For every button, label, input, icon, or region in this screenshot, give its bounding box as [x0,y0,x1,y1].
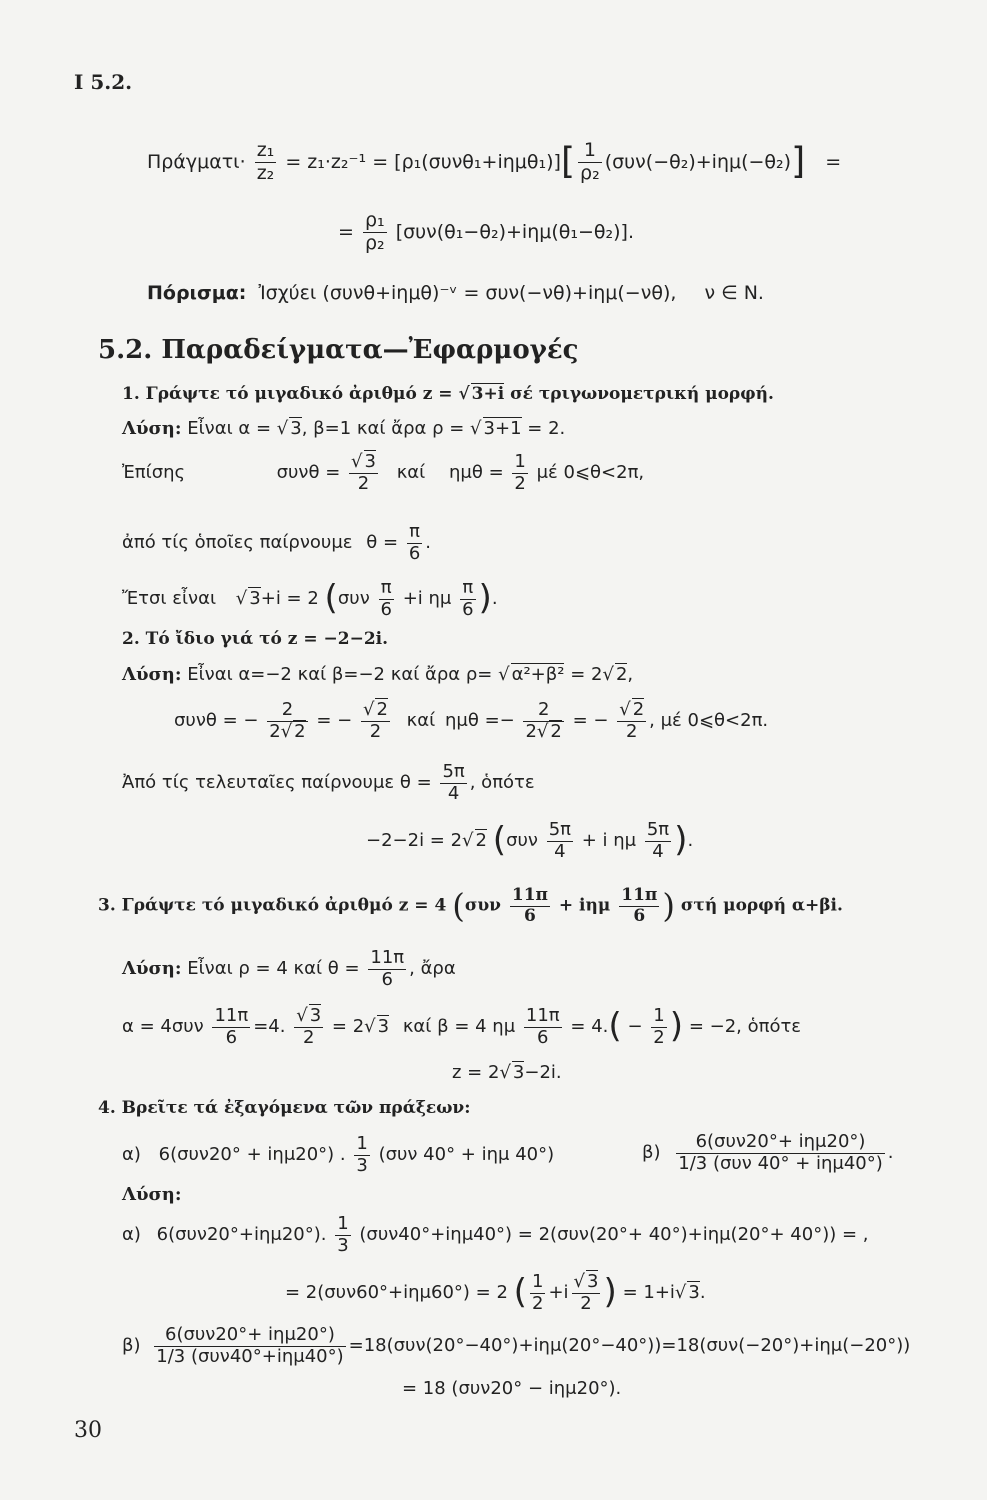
example-3-z: z = 2√ 3−2i. [452,1062,562,1083]
fraction: $\frac{\text{6(συν20°+ iημ20°)}}{\text{1/3 (συν 40° + iημ40°)}}$ [678,1131,883,1174]
proof-line-1: Πράγματι· $\frac{\text{z₁}}{\text{z₂}}$ = z₁·z₂⁻¹ = [ρ₁(συνθ₁+iημθ₁)][ $\frac{1}{\text{ρ₂}}$ (συν(−θ₂)+iημ(−θ₂)] = [147,139,842,184]
fraction: $\frac{√ 2}{2}$ [362,699,388,742]
fraction: $\frac{5\pi}{4}$ [646,819,670,862]
example-4-question: 4. Βρεῖτε τά ἐξαγόμενα τῶν πράξεων: [98,1098,471,1118]
fraction: $\frac{√ 3}{2}$ [573,1271,599,1314]
fraction: $\frac{1}{\text{ρ₂}}$ [580,139,600,184]
fraction: $\frac{1}{2}$ [514,451,526,494]
fraction: $\frac{\pi}{6}$ [462,577,474,620]
corollary-text: Ἰσχύει (συνθ+iημθ)⁻ᵛ = συν(−νθ)+iημ(−νθ), [258,282,677,304]
fraction: $\frac{11\pi}{6}$ [370,947,405,990]
fraction: $\frac{5\pi}{4}$ [442,761,465,804]
fraction: $\frac{2}{2√ 2}$ [269,699,306,742]
corollary-label: Πόρισμα: [147,282,247,304]
example-2-question: 2. Τό ἴδιο γιά τό z = −2−2i. [122,629,389,649]
example-3-question: 3. Γράψτε τό μιγαδικό ἀριθμό z = 4 (συν $\frac{11\pi}{6}$ + iημ $\frac{11\pi}{6}$ ) στή μορφή α+βi. [98,885,843,926]
section-title: 5.2. Παραδείγματα—Ἐφαρμογές [98,335,579,365]
example-1-cos-sin: Ἐπίσης συνθ = $\frac{√ 3}{2}$ καί ημθ = $\frac{1}{2}$ μέ 0⩽θ<2π, [122,451,645,494]
fraction: $\frac{2}{2√ 2}$ [525,699,562,742]
example-1-result: Ἔτσι εἶναι √ 3+i = 2 (συν $\frac{\pi}{6}$ +i ημ $\frac{\pi}{6}$ ). [122,577,498,620]
fraction: $\frac{\pi}{6}$ [408,521,421,564]
example-4-b: β) $\frac{\text{6(συν20°+ iημ20°)}}{\text{1/3 (συν 40° + iημ40°)}}$ . [642,1131,894,1174]
proof-text: = z₁·z₂⁻¹ = [ρ₁(συνθ₁+iημθ₁)] [285,150,561,173]
fraction: $\frac{1}{3}$ [356,1133,368,1176]
example-2-result: −2−2i = 2√ 2 (συν $\frac{5\pi}{4}$ + i ημ $\frac{5\pi}{4}$ ). [366,819,694,862]
fraction: $\frac{√ 2}{2}$ [619,699,645,742]
fraction: $\frac{11\pi}{6}$ [214,1005,249,1048]
proof-line-2: = $\frac{\text{ρ₁}}{\text{ρ₂}}$ [συν(θ₁−θ₂)+iημ(θ₁−θ₂)]. [338,209,635,254]
fraction: $\frac{1}{2}$ [532,1271,544,1314]
fraction: $\frac{1}{2}$ [653,1005,665,1048]
example-3-solution: Λύση: Εἶναι ρ = 4 καί θ = $\frac{11\pi}{6}$ , ἄρα [122,947,456,990]
example-4-solution-b: β) $\frac{\text{6(συν20°+ iημ20°)}}{\text{1/3 (συν40°+iημ40°)}}$ =18(συν(20°−40°)+iημ(20°−40°))=18(συν(−20°)+iημ(−20°)) [122,1324,911,1367]
fraction: $\frac{1}{3}$ [337,1213,349,1256]
fraction: $\frac{\text{z₁}}{\text{z₂}}$ [256,139,275,184]
fraction: $\frac{\text{ρ₁}}{\text{ρ₂}}$ [364,209,385,254]
example-4-solution-a: α) 6(συν20°+iημ20°). $\frac{1}{3}$ (συν40°+iημ40°) = 2(συν(20°+ 40°)+iημ(20°+ 40°)) = , [122,1213,869,1256]
fraction: $\frac{\text{6(συν20°+ iημ20°)}}{\text{1/3 (συν40°+iημ40°)}}$ [156,1324,344,1367]
example-2-cos-sin: συνθ = − $\frac{2}{2√ 2}$ = − $\frac{√ 2}{2}$ καί ημθ =− $\frac{2}{2√ 2}$ = − $\frac{√ 2}{2}$ , μέ 0⩽θ<2π. [174,699,769,742]
example-4-solution-a2: = 2(συν60°+iημ60°) = 2 ( $\frac{1}{2}$ +i $\frac{√ 3}{2}$ ) = 1+i√ 3. [285,1271,706,1314]
example-1-solution: Λύση: Εἶναι α = √ 3, β=1 καί ἄρα ρ = √ 3+1 = 2. [122,418,566,439]
example-1-theta: ἀπό τίς ὁποῖες παίρνουμε θ = $\frac{\pi}{6}$ . [122,521,431,564]
proof-text: = [825,150,842,173]
fraction: $\frac{11\pi}{6}$ [621,885,658,926]
example-4-a: α) 6(συν20° + iημ20°) . $\frac{1}{3}$ (συν 40° + iημ 40°) [122,1133,555,1176]
example-3-alpha-beta: α = 4συν $\frac{11\pi}{6}$ =4. $\frac{√ 3}{2}$ = 2√ 3 καί β = 4 ημ $\frac{11\pi}{6}$ = 4.( − $\frac{1}{2}$ ) = −2, ὁπότε [122,1005,802,1048]
proof-text: Πράγματι· [147,150,246,173]
example-1-question: 1. Γράψτε τό μιγαδικό ἀριθμό z = √ 3+i σέ τριγωνομετρική μορφή. [122,384,774,404]
corollary [147,282,764,304]
corollary-condition: ν ∈ N. [704,282,764,304]
fraction: $\frac{11\pi}{6}$ [511,885,548,926]
example-4-solution-b2: = 18 (συν20° − iημ20°). [402,1378,622,1399]
example-2-solution: Λύση: Εἶναι α=−2 καί β=−2 καί ἄρα ρ= √ α²+β² = 2√ 2, [122,664,634,685]
example-4-solution-label: Λύση: [122,1184,182,1205]
fraction: $\frac{√ 3}{2}$ [351,451,376,494]
fraction: $\frac{11\pi}{6}$ [525,1005,560,1048]
fraction: $\frac{√ 3}{2}$ [296,1005,322,1048]
example-2-theta: Ἀπό τίς τελευταῖες παίρνουμε θ = $\frac{5\pi}{4}$ , ὁπότε [122,761,535,804]
fraction: $\frac{5\pi}{4}$ [548,819,571,862]
proof-text: (συν(−θ₂)+iημ(−θ₂) [604,150,792,173]
page-number: 30 [74,1418,102,1443]
section-header: I 5.2. [74,70,133,94]
fraction: $\frac{\pi}{6}$ [380,577,392,620]
